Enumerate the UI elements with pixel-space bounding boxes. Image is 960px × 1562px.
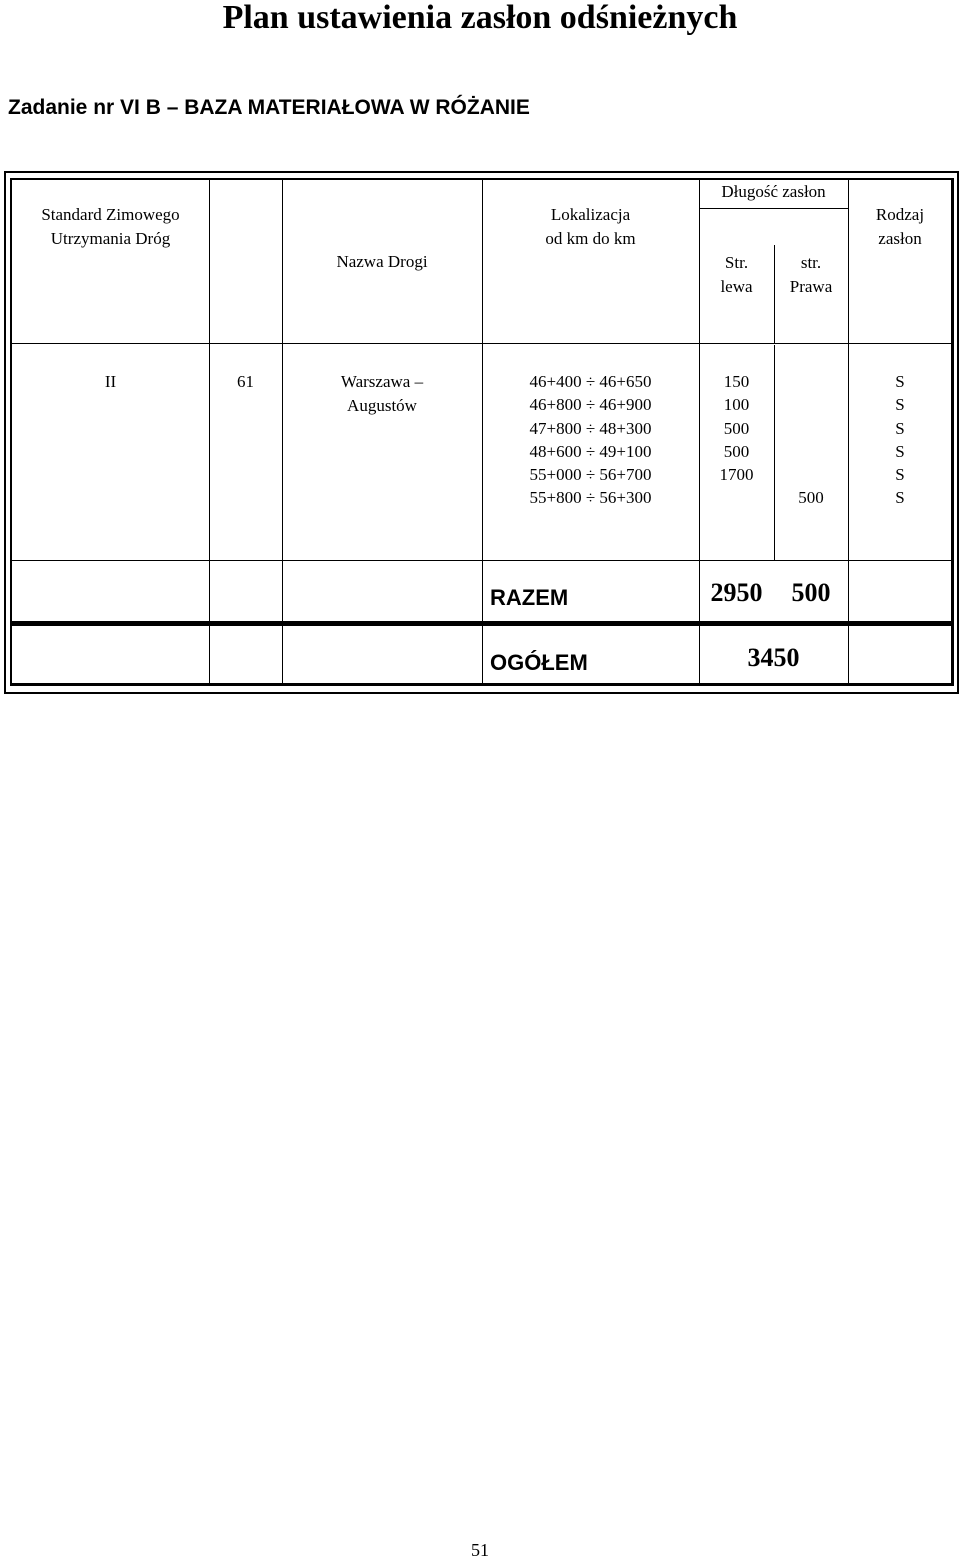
length-item bbox=[774, 440, 848, 463]
length-item bbox=[774, 417, 848, 440]
row-road-name: Warszawa – Augustów bbox=[340, 372, 424, 415]
header-road-name: Nazwa Drogi bbox=[336, 252, 428, 271]
grid-line bbox=[699, 208, 848, 209]
type-item: S bbox=[895, 441, 905, 461]
location-item: 46+800 ÷ 46+900 bbox=[529, 395, 652, 415]
razem-right-total: 500 bbox=[791, 578, 831, 607]
type-item: S bbox=[895, 372, 905, 391]
location-item: 55+800 ÷ 56+300 bbox=[529, 488, 652, 508]
header-location: Lokalizacja od km do km bbox=[545, 205, 636, 248]
header-length-group: Długość zasłon bbox=[721, 182, 826, 201]
length-item: 100 bbox=[723, 395, 750, 415]
header-type: Rodzaj zasłon bbox=[875, 205, 925, 248]
type-item: S bbox=[895, 465, 905, 485]
location-item: 48+600 ÷ 49+100 bbox=[529, 441, 652, 461]
row-types bbox=[848, 370, 952, 510]
ogolem-total: 3450 bbox=[747, 643, 800, 672]
razem-label: RAZEM bbox=[490, 585, 569, 610]
header-right-side: str. Prawa bbox=[789, 253, 833, 296]
header-left-side: Str. lewa bbox=[720, 253, 753, 296]
length-item: 500 bbox=[723, 441, 750, 461]
type-item: S bbox=[895, 488, 905, 508]
page-title: Plan ustawienia zasłon odśnieżnych bbox=[222, 0, 738, 36]
row-right-lengths bbox=[774, 370, 848, 510]
grid-line bbox=[209, 180, 210, 684]
length-item bbox=[774, 370, 848, 393]
grid-line bbox=[12, 343, 952, 344]
row-standard: II bbox=[104, 372, 117, 391]
type-item: S bbox=[895, 418, 905, 438]
type-item: S bbox=[895, 395, 905, 415]
razem-left-total: 2950 bbox=[710, 578, 763, 607]
row-left-lengths bbox=[699, 370, 774, 510]
header-standard: Standard Zimowego Utrzymania Dróg bbox=[41, 205, 180, 248]
ogolem-label: OGÓŁEM bbox=[490, 650, 588, 675]
length-item: 500 bbox=[798, 488, 824, 508]
length-item: 150 bbox=[723, 372, 750, 391]
row-locations bbox=[482, 370, 699, 510]
length-item: 500 bbox=[723, 418, 750, 438]
grid-line bbox=[12, 560, 952, 561]
location-item: 47+800 ÷ 48+300 bbox=[529, 418, 652, 438]
row-road-number: 61 bbox=[237, 372, 254, 391]
length-item bbox=[774, 393, 848, 416]
task-subtitle: Zadanie nr VI B – BAZA MATERIAŁOWA W RÓŻANIE bbox=[8, 96, 530, 119]
location-item: 55+000 ÷ 56+700 bbox=[529, 465, 652, 485]
length-item bbox=[774, 463, 848, 486]
page-number: 51 bbox=[471, 1540, 489, 1560]
length-item bbox=[699, 486, 774, 509]
length-item: 1700 bbox=[719, 465, 754, 485]
grid-line-thick bbox=[12, 621, 952, 626]
location-item: 46+400 ÷ 46+650 bbox=[529, 372, 652, 391]
